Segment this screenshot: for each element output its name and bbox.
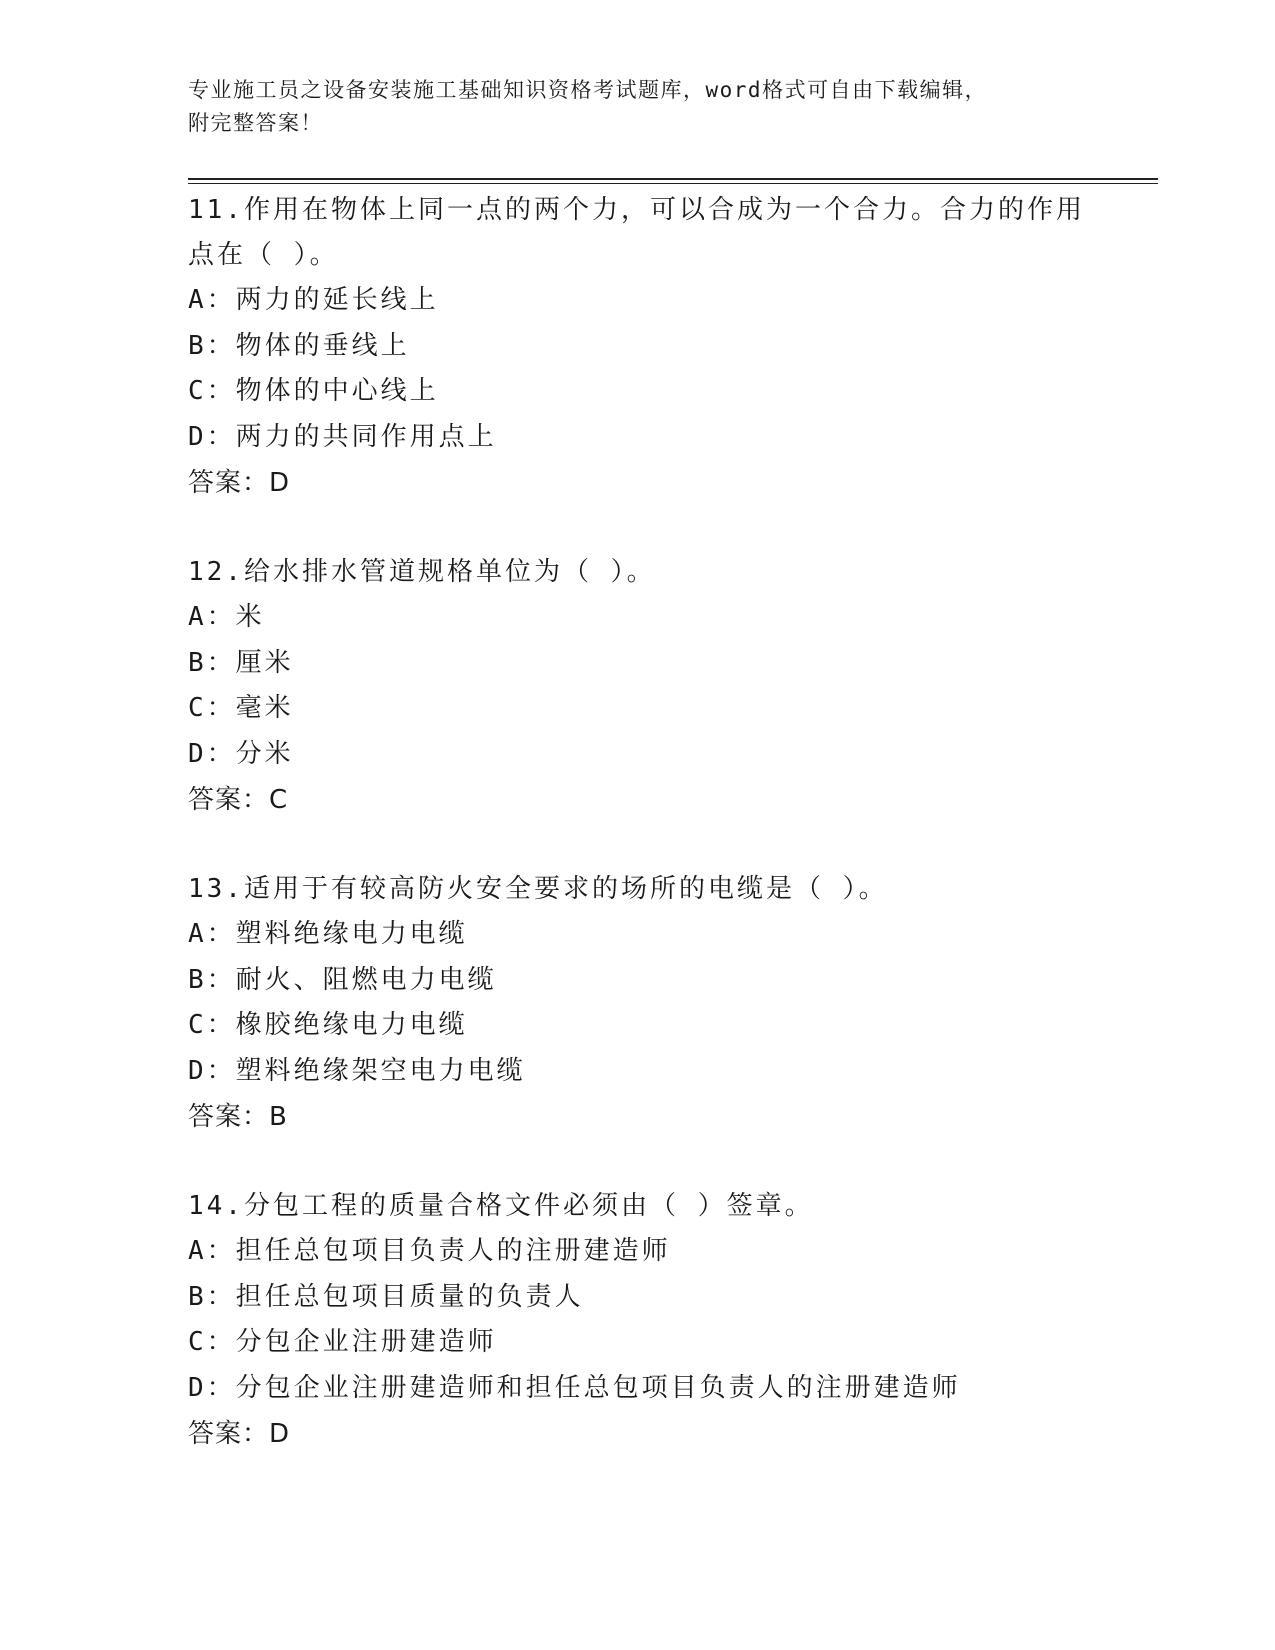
option-a: A：塑料绝缘电力电缆: [188, 919, 468, 949]
question-12: [188, 550, 1158, 823]
option-d: D：分米: [188, 738, 294, 769]
option-b: B：耐火、阻燃电力电缆: [188, 964, 497, 995]
divider-line-thin: [188, 183, 1158, 184]
option-d: D：分包企业注册建造师和担任总包项目负责人的注册建造师: [188, 1372, 961, 1403]
question-list: [188, 188, 1158, 1501]
answer: 答案：B: [188, 1102, 288, 1132]
option-a: A：两力的延长线上: [188, 285, 439, 315]
option-d: D：塑料绝缘架空电力电缆: [188, 1055, 526, 1086]
option-b: B：担任总包项目质量的负责人: [188, 1281, 584, 1312]
question-13: [188, 867, 1158, 1140]
question-stem-continued: 点在（ ）。: [188, 240, 339, 270]
option-b: B：物体的垂线上: [188, 330, 410, 361]
document-header: [188, 74, 1088, 140]
divider-line-thick: [188, 178, 1158, 180]
question-stem: 11.作用在物体上同一点的两个力，可以合成为一个合力。合力的作用: [188, 195, 1085, 225]
question-stem: 12.给水排水管道规格单位为（ ）。: [188, 557, 656, 587]
option-c: C：橡胶绝缘电力电缆: [188, 1010, 468, 1040]
question-stem: 14.分包工程的质量合格文件必须由（ ）签章。: [188, 1191, 814, 1221]
header-divider: [188, 178, 1158, 184]
answer: 答案：D: [188, 468, 291, 498]
answer: 答案：D: [188, 1419, 291, 1449]
question-stem: 13.适用于有较高防火安全要求的场所的电缆是（ ）。: [188, 874, 888, 904]
header-line-1: 专业施工员之设备安装施工基础知识资格考试题库，word格式可自由下载编辑，: [188, 78, 988, 102]
option-b: B：厘米: [188, 647, 294, 678]
option-a: A：担任总包项目负责人的注册建造师: [188, 1236, 671, 1266]
answer: 答案：C: [188, 785, 289, 815]
question-11: [188, 188, 1158, 506]
option-c: C：毫米: [188, 693, 294, 723]
header-line-2: 附完整答案！: [188, 111, 323, 135]
option-c: C：分包企业注册建造师: [188, 1327, 497, 1357]
option-d: D：两力的共同作用点上: [188, 421, 497, 452]
option-a: A：米: [188, 602, 265, 632]
question-14: [188, 1184, 1158, 1457]
option-c: C：物体的中心线上: [188, 376, 439, 406]
